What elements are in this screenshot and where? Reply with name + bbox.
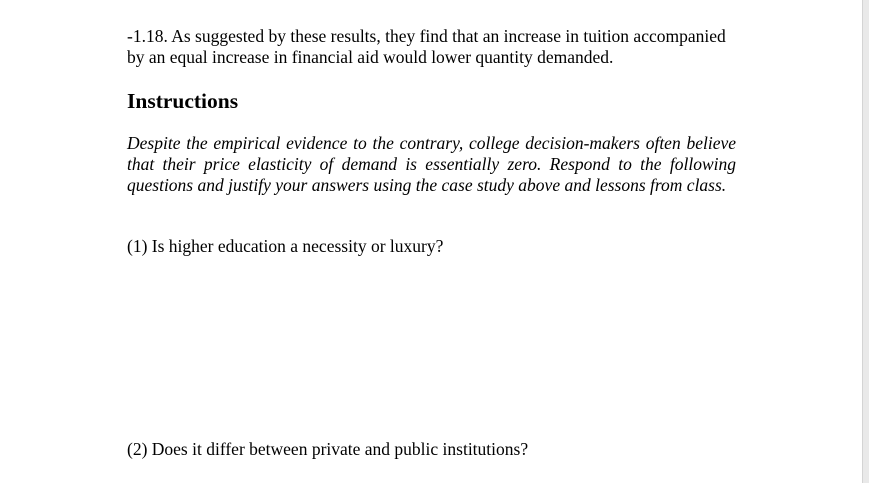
question-2: (2) Does it differ between private and public institutions? <box>127 439 529 459</box>
document-body <box>127 26 736 459</box>
question-1: (1) Is higher education a necessity or luxury? <box>127 236 444 256</box>
intro-paragraph: -1.18. As suggested by these results, they find that an increase in tuition accompanied by an equal increase in financial aid would lower quantity demanded. <box>127 26 726 67</box>
instructions-heading: Instructions <box>127 89 239 113</box>
vertical-scrollbar[interactable] <box>862 0 869 483</box>
instructions-paragraph: Despite the empirical evidence to the contrary, college decision-makers often believe that their price elasticity of demand is essentially zero. Respond to the following questions and justify your answers using the case study above and lessons from class. <box>127 133 736 195</box>
